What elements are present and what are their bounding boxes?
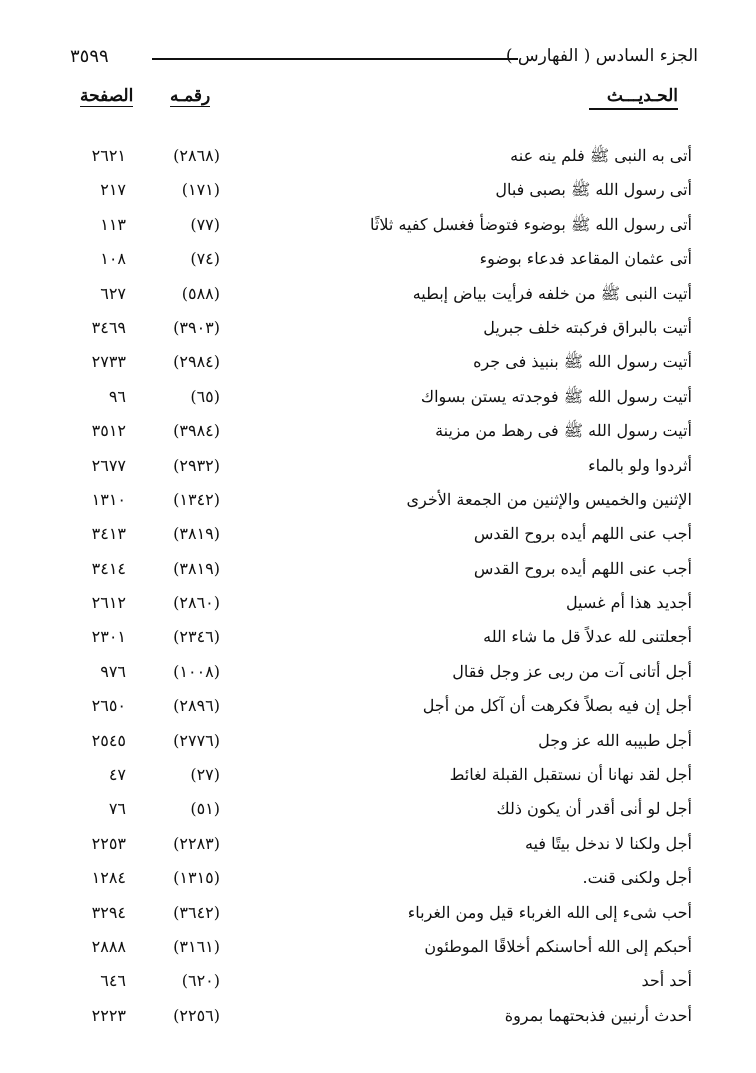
- column-header-number: رقمـه: [170, 86, 211, 106]
- index-entry: [70, 280, 692, 314]
- hadith-text: أجل أتانى آت من ربى عز وجل فقال: [452, 661, 692, 681]
- hadith-number: (١٣١٥): [173, 868, 220, 888]
- index-entry: [70, 348, 692, 382]
- page-ref: ١٢٨٤: [91, 868, 126, 888]
- page-ref: ١٣١٠: [91, 489, 126, 509]
- hadith-text: أتى رسول الله ﷺ بوضوء فتوضأ فغسل كفيه ثلاثًا: [370, 214, 692, 234]
- index-entry: [70, 899, 692, 933]
- page-ref: ٢٦٢١: [91, 146, 126, 165]
- page-ref: ٢٥٤٥: [91, 730, 126, 750]
- page-ref: ٩٦: [108, 386, 126, 406]
- hadith-number: (٢٢٥٦): [173, 1005, 220, 1025]
- hadith-text: أتيت النبى ﷺ من خلفه فرأيت بياض إبطيه: [412, 283, 692, 303]
- hadith-text: أحب شىء إلى الله الغرباء قيل ومن الغرباء: [407, 902, 692, 922]
- index-entry: [70, 486, 692, 520]
- hadith-number: (٢٣٤٦): [173, 627, 220, 647]
- page-ref: ٤٧: [108, 765, 126, 785]
- page-ref: ٢٨٨٨: [91, 936, 126, 956]
- hadith-number: (٦٥): [190, 386, 220, 406]
- page-ref: ٢٧٣٣: [91, 352, 126, 372]
- page-ref: ٩٧٦: [100, 661, 126, 681]
- hadith-text: أجعلتنى لله عدلاً قل ما شاء الله: [483, 627, 692, 647]
- page-ref: ٦٢٧: [100, 283, 126, 303]
- page-ref: ١٠٨: [100, 249, 126, 269]
- hadith-number: (٣٨١٩): [173, 524, 220, 544]
- hadith-number: (٥٨٨): [181, 283, 220, 303]
- hadith-number: (١٠٠٨): [173, 661, 220, 681]
- index-entry: [70, 383, 692, 417]
- hadith-number: (٧٧): [190, 214, 220, 234]
- index-entry: [70, 142, 692, 176]
- index-entry: [70, 520, 692, 554]
- hadith-number: (١٣٤٢): [173, 489, 220, 509]
- hadith-text: أتيت رسول الله ﷺ فوجدته يستن بسواك: [420, 386, 692, 406]
- hadith-number: (٣٩٨٤): [173, 421, 220, 441]
- index-entry: [70, 692, 692, 726]
- page-ref: ٢١٧: [100, 180, 126, 200]
- hadith-number: (٧٤): [190, 249, 220, 269]
- hadith-number: (٢٩٣٢): [173, 455, 220, 475]
- index-entry: [70, 727, 692, 761]
- hadith-number: (٢٨٩٦): [173, 696, 220, 716]
- index-entry: [70, 933, 692, 967]
- page-ref: ٧٦: [108, 799, 126, 819]
- hadith-text: أجديد هذا أم غسيل: [565, 593, 692, 613]
- page-ref: ٦٤٦: [100, 971, 126, 991]
- hadith-number: (٢٢٨٣): [173, 833, 220, 853]
- page-ref: ٢٦١٢: [91, 593, 126, 613]
- index-entry: [70, 658, 692, 692]
- page-ref: ٢٢٢٣: [91, 1005, 126, 1025]
- hadith-text: أتيت رسول الله ﷺ فى رهط من مزينة: [435, 421, 692, 441]
- index-entry: [70, 589, 692, 623]
- hadith-text: أجل ولكنى قنت.: [582, 868, 692, 888]
- hadith-number: (٢٩٨٤): [173, 352, 220, 372]
- running-title: الجزء السادس ( الفهارس ): [505, 46, 698, 66]
- page-ref: ٣٤١٣: [91, 524, 126, 544]
- index-list: [70, 142, 692, 1036]
- hadith-text: أجل ولكنا لا ندخل بيتًا فيه: [524, 833, 692, 853]
- column-header-page: الصفحة: [80, 86, 134, 106]
- hadith-text: أثردوا ولو بالماء: [588, 455, 692, 475]
- page-ref: ٢٦٥٠: [91, 696, 126, 716]
- column-headers: [70, 86, 678, 116]
- index-entry: [70, 417, 692, 451]
- index-entry: [70, 176, 692, 210]
- hadith-number: (٦٢٠): [181, 971, 220, 991]
- page-ref: ٣٤٦٩: [91, 317, 126, 337]
- hadith-number: (٣٦٤٢): [173, 902, 220, 922]
- hadith-number: (٣٨١٩): [173, 558, 220, 578]
- column-header-hadith: الحـديـــث: [589, 86, 678, 110]
- hadith-text: أتى عثمان المقاعد فدعاء بوضوء: [479, 249, 692, 269]
- hadith-text: أحدث أرنبين فذبحتهما بمروة: [504, 1005, 692, 1025]
- hadith-number: (٣٩٠٣): [173, 317, 220, 337]
- index-entry: [70, 211, 692, 245]
- page-ref: ١١٣: [100, 214, 126, 234]
- hadith-text: أجل لو أنى أقدر أن يكون ذلك: [496, 799, 692, 819]
- page-number: ٣٥٩٩: [70, 46, 109, 67]
- hadith-number: (٢٧٧٦): [173, 730, 220, 750]
- hadith-number: (١٧١): [181, 180, 220, 200]
- page-ref: ٢٦٧٧: [91, 455, 126, 475]
- index-entry: [70, 623, 692, 657]
- hadith-text: أجب عنى اللهم أيده بروح القدس: [473, 558, 692, 578]
- hadith-number: (٢٧): [190, 765, 220, 785]
- index-entry: [70, 314, 692, 348]
- page-ref: ٣٢٩٤: [91, 902, 126, 922]
- page-ref: ٢٣٠١: [91, 627, 126, 647]
- header-rule: [152, 58, 518, 60]
- hadith-text: أتيت بالبراق فركبته خلف جبريل: [483, 317, 692, 337]
- index-entry: [70, 830, 692, 864]
- hadith-number: (٢٨٦٨): [173, 146, 220, 165]
- index-entry: [70, 967, 692, 1001]
- hadith-text: أحد أحد: [641, 971, 692, 991]
- hadith-text: أحبكم إلى الله أحاسنكم أخلاقًا الموطئون: [424, 936, 692, 956]
- hadith-text: أجل طبيبه الله عز وجل: [538, 730, 692, 750]
- index-entry: [70, 555, 692, 589]
- hadith-text: أجل لقد نهانا أن نستقبل القبلة لغائط: [449, 765, 692, 785]
- index-entry: [70, 245, 692, 279]
- page-ref: ٢٢٥٣: [91, 833, 126, 853]
- index-entry: [70, 795, 692, 829]
- index-entry: [70, 1002, 692, 1036]
- hadith-number: (٥١): [190, 799, 220, 819]
- hadith-text: أجب عنى اللهم أيده بروح القدس: [473, 524, 692, 544]
- hadith-text: الإثنين والخميس والإثنين من الجمعة الأخرى: [406, 489, 692, 509]
- hadith-text: أتى به النبى ﷺ فلم ينه عنه: [510, 146, 692, 165]
- index-entry: [70, 864, 692, 898]
- page-ref: ٣٥١٢: [91, 421, 126, 441]
- page-header: [70, 44, 698, 74]
- hadith-text: أجل إن فيه بصلاً فكرهت أن آكل من أجل: [422, 696, 692, 716]
- index-entry: [70, 452, 692, 486]
- page-ref: ٣٤١٤: [91, 558, 126, 578]
- hadith-number: (٢٨٦٠): [173, 593, 220, 613]
- hadith-text: أتى رسول الله ﷺ بصبى فبال: [495, 180, 692, 200]
- hadith-text: أتيت رسول الله ﷺ بنبيذ فى جره: [473, 352, 692, 372]
- hadith-number: (٣١٦١): [173, 936, 220, 956]
- index-entry: [70, 761, 692, 795]
